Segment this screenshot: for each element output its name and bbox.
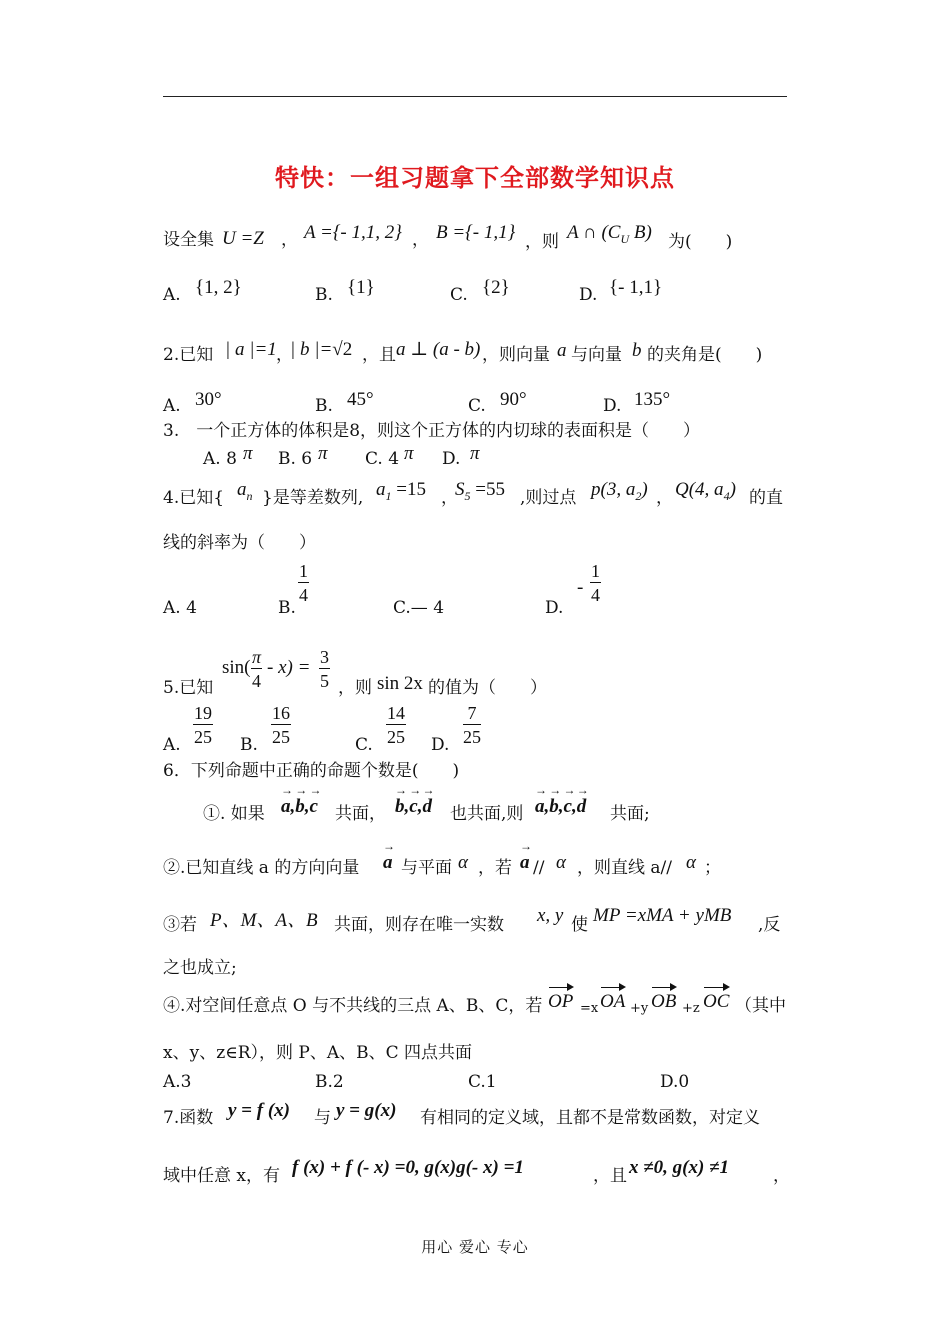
q6-s3-mid: 共面，则存在唯一实数 [334,915,504,935]
q6-s3-pre: ③若 [163,915,197,935]
q2-b-mag-pre: | b |= [290,339,333,360]
q6-s1-vec-c: → c [310,797,318,816]
q4-comma: ， [441,488,458,508]
q6-s2-vec-a2: → a [520,853,530,872]
q5-then: ，则 [338,678,372,698]
q4-a1-base: a [376,479,386,500]
q5-sin-mid: - x) = [267,657,311,678]
q6-s1-mid2: 也共面,则 [450,804,524,824]
q5-option-d-num: 7 [463,704,481,725]
q6-s1-vec-b3: → b [549,797,559,816]
q1-option-a-value: {1, 2} [195,277,242,298]
q2-option-b-label: B. [315,396,333,416]
q5-option-a-num: 19 [194,703,212,723]
q6-s1-end: 共面; [610,804,650,824]
q5-option-d-fraction [463,704,481,746]
q4-q-close: ) [729,479,736,500]
q2-option-b-value: 45° [347,389,374,410]
q4-option-d-sign: - [577,577,584,598]
q1-tail: 为( ) [668,232,733,252]
q2-option-c-value: 90° [500,389,527,410]
q2-option-d-label: D. [603,396,622,416]
q6-s1-vec-d3: → d [577,797,587,816]
q6-s1-vec-c3: → c [564,797,572,816]
q4-a1-val: =15 [391,479,426,500]
q7-condition2: x ≠0, g(x) ≠1 [629,1157,730,1178]
q3-option-b-pi: π [318,443,328,464]
q4-s5-sub: 5 [464,488,471,503]
q6-s2-then: ，则直线 a// [577,858,672,878]
q6-s2-end: ； [704,858,721,878]
q2-condition: a ⊥ (a - b) [396,339,481,360]
q1-expr-part: A ∩ (C [567,222,621,243]
q6-option-c: C.1 [468,1072,497,1092]
q5-option-b-den: 25 [272,727,290,747]
q1-expr-sub: U [620,231,630,246]
q5-option-b-label: B. [240,735,258,755]
q4-s5-val: =55 [470,479,505,500]
q1-comma: ， [281,230,298,250]
q5-pi-num: π [252,647,262,667]
q1-then: ，则 [525,232,559,252]
q6-s2-alpha2: α [556,852,566,873]
q2-comma: ， [276,345,293,365]
q5-option-c-num: 14 [387,703,405,723]
q2-ask1: ，则向量 [482,345,550,365]
q4-option-d-num: 1 [591,561,600,581]
q5-option-c-den: 25 [387,727,405,747]
q6-s1-vectors1: → a,→ b,→ c [281,797,318,816]
q7-function-f: y = f (x) [228,1100,290,1121]
q5-sin2x: sin 2x [377,673,423,694]
q6-s4-eqx: =x [580,1001,599,1016]
q4-p-base: p(3, a [591,479,636,500]
q5-rhs-num: 3 [320,647,329,667]
q6-s4-op [548,992,573,1011]
q4-s5-base: S [455,479,465,500]
q6-s4-end: （其中 [735,996,786,1016]
q6-s1-mid1: 共面， [335,804,386,824]
q4-number: 4.已知{ [163,488,225,508]
q6-s3-xy: x, y [537,905,564,926]
q3-option-c-label: C. 4 [365,449,400,469]
q6-s2-vec [383,853,393,872]
q5-rhs-den: 5 [320,671,329,691]
q4-point-q [675,480,736,502]
q4-p-close: ) [641,479,648,500]
q6-s4-line2: x、y、z∈R），则 P、A、B、C 四点共面 [163,1043,473,1063]
q7-line2-pre: 域中任意 x，有 [163,1166,280,1186]
q3-stem: 3. 一个正方体的体积是8，则这个正方体的内切球的表面积是（ ） [163,421,701,441]
q7-tail: 有相同的定义域，且都不是常数函数，对定义 [420,1108,760,1128]
q7-condition1: f (x) + f (- x) =0, g(x)g(- x) =1 [292,1157,524,1178]
q3-option-a-label: A. 8 [203,449,237,469]
q4-point-p [591,480,648,502]
q4-q-sub: 4 [723,488,730,503]
q1-stem: 设全集 [163,230,214,250]
q4-tail: 的直 [749,488,783,508]
q6-s2-if: ，若 [478,858,512,878]
q1-expr-end: B) [629,222,652,243]
q6-s1-vec-b2: → b [395,797,405,816]
q6-s2-vec-a: → a [383,853,393,872]
q4-option-d-label: D. [545,598,564,618]
page-title: 特快：一组习题拿下全部数学知识点 [275,164,675,192]
q6-s4-ob [651,992,676,1011]
q5-option-b-num: 16 [272,703,290,723]
q6-option-d: D.0 [660,1072,690,1092]
q6-s1-vec-b: → b [295,797,305,816]
q6-s3-line2: 之也成立; [163,958,237,978]
q6-s2-alpha3: α [686,852,696,873]
q5-rhs-fraction [319,648,330,690]
q5-pi-den: 4 [252,671,262,691]
q6-s4-op-vec: OP [548,991,574,1012]
q2-option-d-value: 135° [634,389,671,410]
q1-set-a: A ={- 1,1, 2} [304,222,402,243]
q3-option-d-label: D. [442,449,461,469]
q6-s4-oc-vec: OC [703,991,730,1012]
q6-s3-points: P、M、A、B [210,910,318,931]
q2-and: ，且 [362,345,396,365]
q1-option-a-label: A. [163,285,181,305]
q6-s3-end: ,反 [758,915,781,935]
q1-option-d-value: {- 1,1} [609,277,663,298]
q6-s3-use: 使 [571,915,588,935]
q4-s5 [455,480,505,502]
q1-expression [567,223,652,245]
q5-option-d-den: 25 [463,727,481,747]
q5-option-a-label: A. [163,735,181,755]
q2-ask2: 与向量 [571,345,622,365]
q6-s1-vec-a3: → a [535,797,545,816]
q4-an-base: a [237,479,247,500]
q5-pi-fraction [251,648,262,690]
q6-s3-equation: MP =xMA + yMB [593,905,732,926]
q4-option-d-den: 4 [591,585,600,605]
q2-b-mag-val: √2 [332,339,353,360]
q1-comma2: ， [412,230,429,250]
q2-option-c-label: C. [468,396,486,416]
q3-option-d-pi: π [470,443,480,464]
q5-option-a-fraction [193,704,213,746]
q6-s2-mid: 与平面 [401,858,452,878]
q5-option-a-den: 25 [194,727,212,747]
q2-var-a: a [557,340,567,361]
q4-a1-sub: 1 [385,488,392,503]
q6-s2-par: // [533,858,545,878]
q6-option-b: B.2 [315,1072,344,1092]
q4-p-sub: 2 [635,488,642,503]
q6-s1-vectors3: → a,→ b,→ c,→ d [535,797,586,816]
q4-option-c: C.— 4 [393,598,445,618]
q5-option-d-label: D. [431,735,450,755]
q5-tail: 的值为（ ） [428,678,547,698]
q6-s4-pz: +z [682,1001,700,1016]
q1-option-c-value: {2} [482,277,510,298]
q3-option-a-pi: π [243,443,253,464]
q1-option-d-label: D. [579,285,598,305]
q6-s1-vectors2: → b,→ c,→ d [395,797,432,816]
q5-option-b-fraction [271,704,291,746]
q5-option-c-label: C. [355,735,373,755]
q6-s4-oc [703,992,729,1011]
q2-a-magnitude: | a |=1 [225,339,277,360]
page-footer: 用心 爱心 专心 [421,1238,529,1256]
q5-option-c-fraction [386,704,406,746]
header-rule [163,96,787,97]
q1-option-b-value: {1} [347,277,375,298]
q6-s2-alpha: α [458,852,468,873]
q4-line2: 线的斜率为（ ） [163,533,316,553]
q7-and: 与 [314,1108,331,1128]
q4-option-d-fraction [590,562,601,604]
q7-function-g: y = g(x) [336,1100,397,1121]
q6-s2-vec2 [520,853,530,872]
q2-option-a-label: A. [163,396,181,416]
q7-cond-and: ，且 [593,1166,627,1186]
q6-stem: 6．下列命题中正确的命题个数是( ) [163,761,460,781]
q4-q-base: Q(4, a [675,479,724,500]
q6-s4-py: +y [630,1001,649,1016]
q6-s4-oa [600,992,625,1011]
q6-s4-oa-vec: OA [600,991,626,1012]
q2-ask3: 的夹角是( ) [647,345,763,365]
q6-s4-pre: ④.对空间任意点 O 与不共线的三点 A、B、C，若 [163,996,543,1016]
q3-option-b-label: B. 6 [278,449,313,469]
q6-s1-vec-c2: → c [409,797,417,816]
q6-s1-pre: ①. 如果 [203,804,265,824]
q2-b-magnitude [290,340,352,359]
q4-option-b-fraction [298,562,309,604]
q3-option-c-pi: π [404,443,414,464]
q4-an-sub: n [246,488,253,503]
q1-set-b: B ={- 1,1} [436,222,516,243]
q6-s2-pre: ②.已知直线 a 的方向向量 [163,858,360,878]
q4-option-b-den: 4 [299,585,308,605]
q4-seq: }是等差数列, [262,488,364,508]
q1-option-c-label: C. [450,285,468,305]
q4-option-b-num: 1 [299,561,308,581]
q6-option-a: A.3 [163,1072,192,1092]
q2-option-a-value: 30° [195,389,222,410]
q6-s1-vec-d2: → d [422,797,432,816]
q5-sin-pre: sin( [222,657,251,678]
q7-comma: ， [773,1166,790,1186]
q4-option-b-label: B. [278,598,296,618]
q1-option-b-label: B. [315,285,333,305]
q6-s1-vec-a: → a [281,797,291,816]
q6-s4-ob-vec: OB [651,991,677,1012]
q4-a1 [376,480,426,502]
q7-number: 7.函数 [163,1108,214,1128]
q2-var-b: b [632,340,642,361]
q1-universe: U =Z [222,228,264,249]
q2-number: 2.已知 [163,345,214,365]
q4-mid: ,则过点 [520,488,577,508]
q4-an [237,480,253,502]
q4-option-a: A. 4 [163,598,197,618]
q5-number: 5.已知 [163,678,214,698]
q4-comma2: ， [656,488,673,508]
